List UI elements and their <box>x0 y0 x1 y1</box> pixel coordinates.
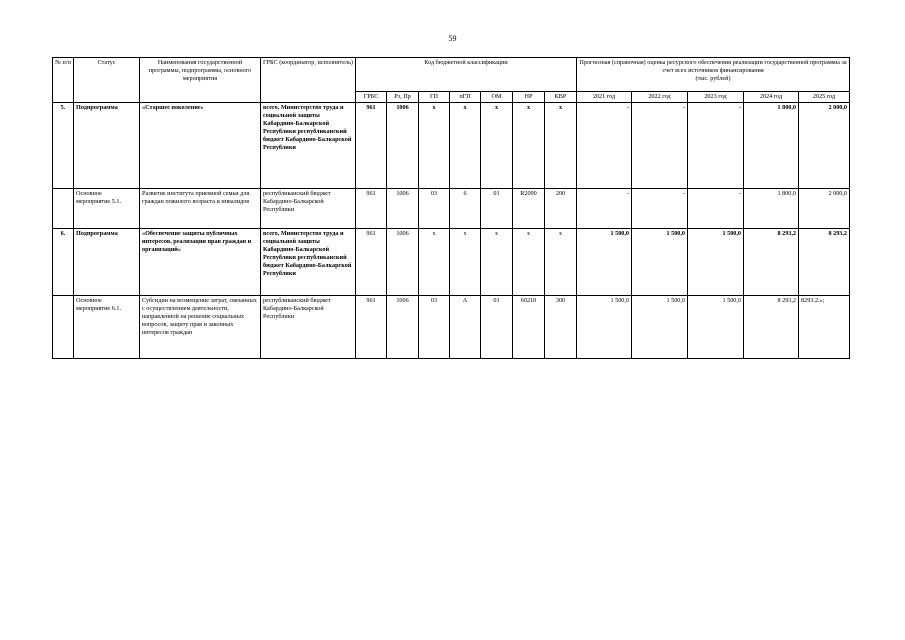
row-code: 1006 <box>387 296 419 359</box>
row-status: Подпрограмма <box>74 229 140 296</box>
row-code: х <box>513 103 545 189</box>
year-header: 2025 год <box>799 92 850 103</box>
code-header: Рз, Пр <box>387 92 419 103</box>
row-name: «Обеспечение защиты публичных интересов, реализации прав граждан и организаций» <box>140 229 261 296</box>
row-code: х <box>419 103 450 189</box>
row-grbs: республиканский бюджет Кабардино-Балкарской Республики <box>261 189 356 229</box>
code-header: ОМ <box>481 92 513 103</box>
header-forecast <box>577 58 850 92</box>
row-code: х <box>450 103 481 189</box>
row-value: 8 293,2 <box>744 229 799 296</box>
row-code: 961 <box>356 296 387 359</box>
row-value: 2 000,0 <box>799 103 850 189</box>
row-grbs: всего, Министерство труда и социальной защиты Кабардино-Балкарской Республики республиканский бюджет Кабардино-Балкарской Республики <box>261 229 356 296</box>
row-code: 03 <box>419 296 450 359</box>
row-status: Основное мероприятие 6.1. <box>74 296 140 359</box>
code-header: КВР <box>545 92 577 103</box>
header-num: № п/п <box>53 58 74 103</box>
table-row <box>53 229 850 296</box>
year-header: 2021 год <box>577 92 632 103</box>
row-value: - <box>688 103 744 189</box>
row-num: 6. <box>53 229 74 296</box>
year-header: 2022 год <box>632 92 688 103</box>
row-value: - <box>632 189 688 229</box>
row-code: х <box>481 229 513 296</box>
row-code: 300 <box>545 296 577 359</box>
row-value: 8293.2.»; <box>799 296 850 359</box>
row-name: Развитие института приемной семьи для граждан пожилого возраста и инвалидов <box>140 189 261 229</box>
row-code: х <box>419 229 450 296</box>
row-value: 1 500,0 <box>688 296 744 359</box>
code-header: ГРБС <box>356 92 387 103</box>
row-code: R2090 <box>513 189 545 229</box>
row-code: х <box>450 229 481 296</box>
table-row <box>53 103 850 189</box>
row-value: 8 293,2 <box>799 229 850 296</box>
row-code: 03 <box>419 189 450 229</box>
row-value: 1 500,0 <box>688 229 744 296</box>
row-value: 1 500,0 <box>632 296 688 359</box>
year-header: 2024 год <box>744 92 799 103</box>
row-name: «Старшее поколение» <box>140 103 261 189</box>
header-budget-code: Код бюджетной классификации <box>356 58 577 92</box>
row-code: х <box>481 103 513 189</box>
code-header: НР <box>513 92 545 103</box>
row-name: Субсидии на возмещение затрат, связанных с осуществлением деятельности, направленной на решение социальных вопросов, защиту прав и законных интересов граждан <box>140 296 261 359</box>
row-value: - <box>632 103 688 189</box>
row-num: 5. <box>53 103 74 189</box>
row-code: 1006 <box>387 103 419 189</box>
row-value: - <box>577 103 632 189</box>
row-code: х <box>545 229 577 296</box>
row-code: 200 <box>545 189 577 229</box>
row-status: Основное мероприятие 5.1. <box>74 189 140 229</box>
header-status: Статус <box>74 58 140 103</box>
header-row <box>53 58 850 92</box>
row-grbs: всего, Министерство труда и социальной защиты Кабардино-Балкарской Республики республиканский бюджет Кабардино-Балкарской Республики <box>261 103 356 189</box>
row-code: 01 <box>481 296 513 359</box>
row-code: 60210 <box>513 296 545 359</box>
row-num <box>53 189 74 229</box>
table-row <box>53 296 850 359</box>
row-code: 961 <box>356 103 387 189</box>
year-header: 2023 год <box>688 92 744 103</box>
table-row <box>53 189 850 229</box>
row-status: Подпрограмма <box>74 103 140 189</box>
row-code: х <box>545 103 577 189</box>
row-value: - <box>577 189 632 229</box>
row-value: 1 500,0 <box>577 296 632 359</box>
row-value: 1 800,0 <box>744 103 799 189</box>
code-header: ГП <box>419 92 450 103</box>
row-num <box>53 296 74 359</box>
row-code: А <box>450 296 481 359</box>
row-value: 8 293,2 <box>744 296 799 359</box>
row-code: 01 <box>481 189 513 229</box>
page-number: 59 <box>448 34 457 43</box>
row-grbs: республиканский бюджет Кабардино-Балкарской Республики <box>261 296 356 359</box>
header-name: Наименования государственной программы, подпрограммы, основного мероприятия <box>140 58 261 103</box>
header-grbs: ГРБС (координатор, исполнитель) <box>261 58 356 103</box>
row-value: - <box>688 189 744 229</box>
row-code: 1006 <box>387 229 419 296</box>
row-value: 1 500,0 <box>577 229 632 296</box>
code-header: пГП <box>450 92 481 103</box>
resource-table <box>52 57 850 359</box>
header-forecast-text: Прогнозная (справочная) оценка ресурсного обеспечения реализации государственной программы за счет всех источников финансирования <box>579 59 847 74</box>
row-code: 1006 <box>387 189 419 229</box>
row-value: 1 800,0 <box>744 189 799 229</box>
row-value: 2 000,0 <box>799 189 850 229</box>
header-forecast-unit: (тыс. рублей) <box>695 74 731 82</box>
row-code: 961 <box>356 189 387 229</box>
row-code: х <box>513 229 545 296</box>
row-code: 6 <box>450 189 481 229</box>
row-value: 1 500,0 <box>632 229 688 296</box>
row-code: 961 <box>356 229 387 296</box>
